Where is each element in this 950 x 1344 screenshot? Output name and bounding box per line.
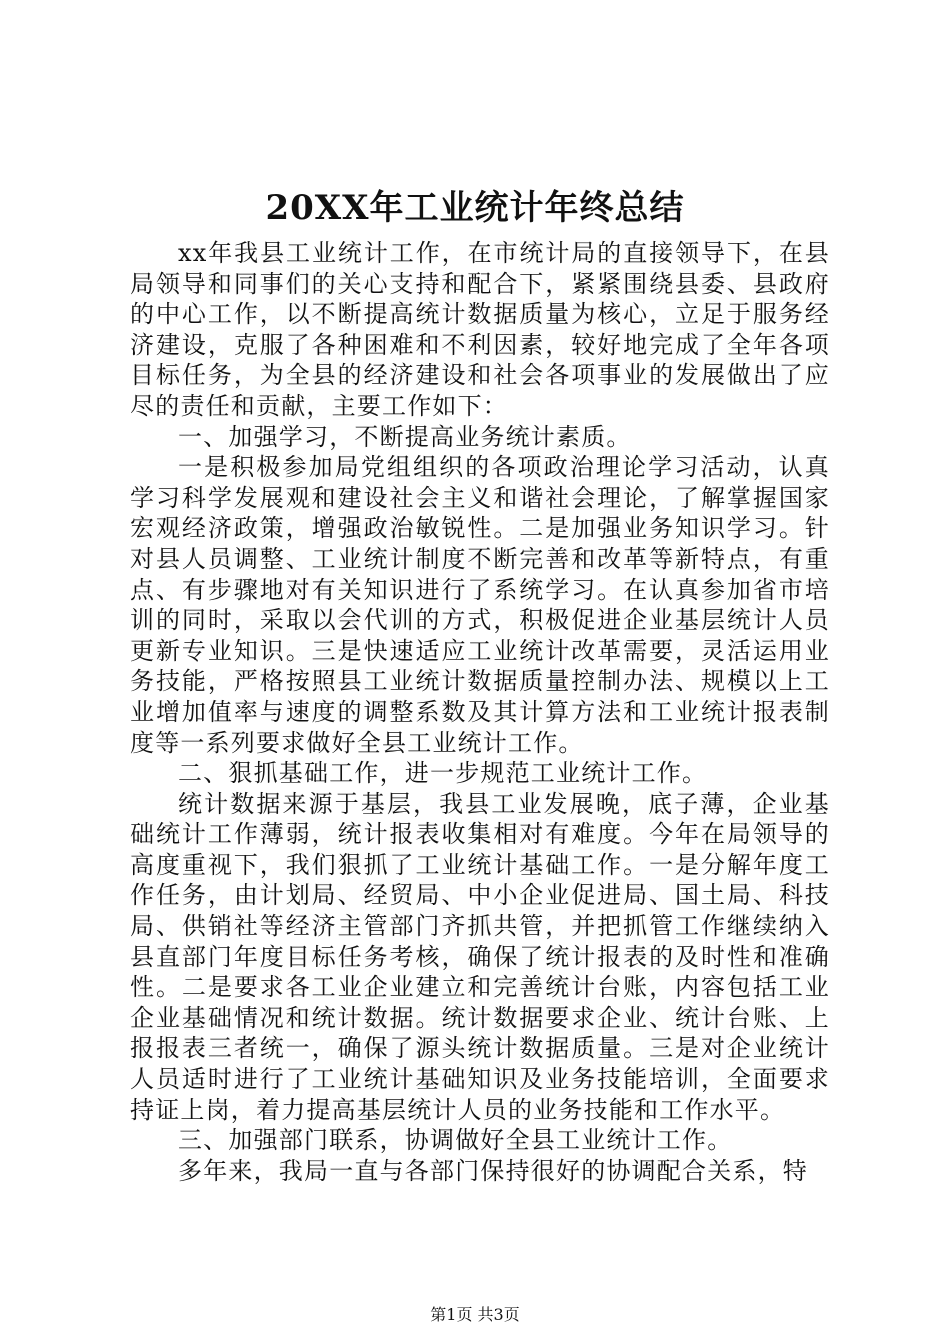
document-title: 20XX年工业统计年终总结 — [265, 188, 685, 228]
paragraph-intro: xx年我县工业统计工作，在市统计局的直接领导下，在县局领导和同事们的关心支持和配合下，紧紧围绕县委、县政府的中心工作，以不断提高统计数据质量为核心，立足于服务经济建设，克服了各种困难和不利因素，较好地完成了全年各项目标任务，为全县的经济建设和社会各项事业的发展做出了应尽的责任和贡献，主要工作如下： — [130, 239, 830, 420]
paragraph-section-2: 统计数据来源于基层，我县工业发展晚，底子薄，企业基础统计工作薄弱，统计报表收集相对有难度。今年在局领导的高度重视下，我们狠抓了工业统计基础工作。一是分解年度工作任务，由计划局、经贸局、中小企业促进局、国土局、科技局、供销社等经济主管部门齐抓共管，并把抓管工作继续纳入县直部门年度目标任务考核，确保了统计报表的及时性和准确性。二是要求各工业企业建立和完善统计台账，内容包括工业企业基础情况和统计数据。统计数据要求企业、统计台账、上报报表三者统一，确保了源头统计数据质量。三是对企业统计人员适时进行了工业统计基础知识及业务技能培训，全面要求持证上岗，着力提高基层统计人员的业务技能和工作水平。 — [130, 789, 830, 1124]
page-number: 第1页 共3页 — [430, 1305, 520, 1324]
section-heading-2: 二、狠抓基础工作，进一步规范工业统计工作。 — [178, 759, 708, 788]
paragraph-section-1: 一是积极参加局党组组织的各项政治理论学习活动，认真学习科学发展观和建设社会主义和谐社会理论，了解掌握国家宏观经济政策，增强政治敏锐性。二是加强业务知识学习。针对县人员调整、工业统计制度不断完善和改革等新特点，有重点、有步骤地对有关知识进行了系统学习。在认真参加省市培训的同时，采取以会代训的方式，积极促进企业基层统计人员更新专业知识。三是快速适应工业统计改革需要，灵活运用业务技能，严格按照县工业统计数据质量控制办法、规模以上工业增加值率与速度的调整系数及其计算方法和工业统计报表制度等一系列要求做好全县工业统计工作。 — [130, 453, 830, 757]
paragraph-section-3: 多年来，我局一直与各部门保持很好的协调配合关系，特 — [178, 1156, 808, 1185]
section-heading-1: 一、加强学习，不断提高业务统计素质。 — [178, 422, 632, 451]
document-body — [130, 238, 830, 1186]
section-heading-3: 三、加强部门联系，协调做好全县工业统计工作。 — [178, 1126, 733, 1155]
